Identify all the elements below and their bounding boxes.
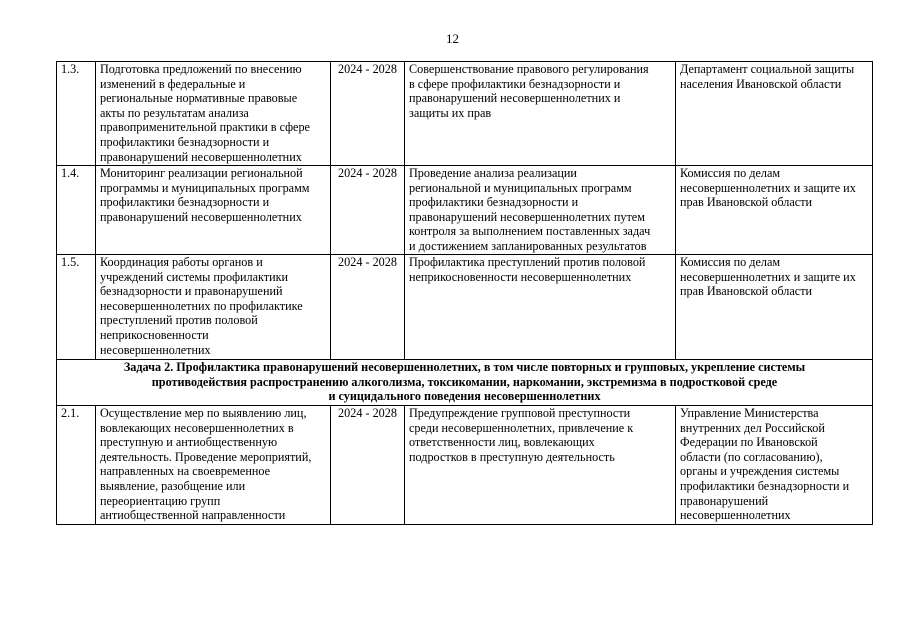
- period-cell: 2024 - 2028: [331, 62, 405, 166]
- result-cell: Совершенствование правового регулирования в сфере профилактики безнадзорности и правонарушений несовершеннолетних и защиты их прав: [405, 62, 676, 166]
- result-cell: Профилактика преступлений против половой неприкосновенности несовершеннолетних: [405, 255, 676, 360]
- table-row: [57, 62, 873, 166]
- executor-cell: Комиссия по делам несовершеннолетних и защите их прав Ивановской области: [676, 255, 873, 360]
- executor-cell: Департамент социальной защиты населения Ивановской области: [676, 62, 873, 166]
- row-number: 1.3.: [57, 62, 96, 166]
- table-row: [57, 255, 873, 360]
- activities-table: [56, 61, 873, 525]
- page-number: 12: [446, 31, 459, 46]
- table-row: [57, 166, 873, 255]
- row-number: 2.1.: [57, 406, 96, 525]
- task-2-heading: Задача 2. Профилактика правонарушений несовершеннолетних, в том числе повторных и групповых, укрепление системы противодействия распространению алкоголизма, токсикомании, наркомании, экстремизма в подростковой среде и суицидального поведения несовершеннолетних: [57, 360, 873, 406]
- executor-cell: Управление Министерства внутренних дел Российской Федерации по Ивановской области (по согласованию), органы и учреждения системы профилактики безнадзорности и правонарушений несовершеннолетних: [676, 406, 873, 525]
- result-cell: Предупреждение групповой преступности среди несовершеннолетних, привлечение к ответственности лиц, вовлекающих подростков в преступную деятельность: [405, 406, 676, 525]
- activity-cell: Координация работы органов и учреждений системы профилактики безнадзорности и правонарушений несовершеннолетних по профилактике преступлений против половой неприкосновенности несовершеннолетних: [96, 255, 331, 360]
- period-cell: 2024 - 2028: [331, 406, 405, 525]
- activity-cell: Осуществление мер по выявлению лиц, вовлекающих несовершеннолетних в преступную и антиобщественную деятельность. Проведение мероприятий, направленных на своевременное выявление, разобщение или переориентацию групп антиобщественной направленности: [96, 406, 331, 525]
- table-row: [57, 406, 873, 525]
- executor-cell: Комиссия по делам несовершеннолетних и защите их прав Ивановской области: [676, 166, 873, 255]
- task-header-row: [57, 360, 873, 406]
- period-cell: 2024 - 2028: [331, 255, 405, 360]
- row-number: 1.4.: [57, 166, 96, 255]
- activity-cell: Подготовка предложений по внесению изменений в федеральные и региональные нормативные правовые акты по результатам анализа правоприменительной практики в сфере профилактики безнадзорности и правонарушений несовершеннолетних: [96, 62, 331, 166]
- row-number: 1.5.: [57, 255, 96, 360]
- activity-cell: Мониторинг реализации региональной программы и муниципальных программ профилактики безнадзорности и правонарушений несовершеннолетних: [96, 166, 331, 255]
- result-cell: Проведение анализа реализации региональной и муниципальных программ профилактики безнадзорности и правонарушений несовершеннолетних путем контроля за выполнением поставленных задач и достижением запланированных результатов: [405, 166, 676, 255]
- period-cell: 2024 - 2028: [331, 166, 405, 255]
